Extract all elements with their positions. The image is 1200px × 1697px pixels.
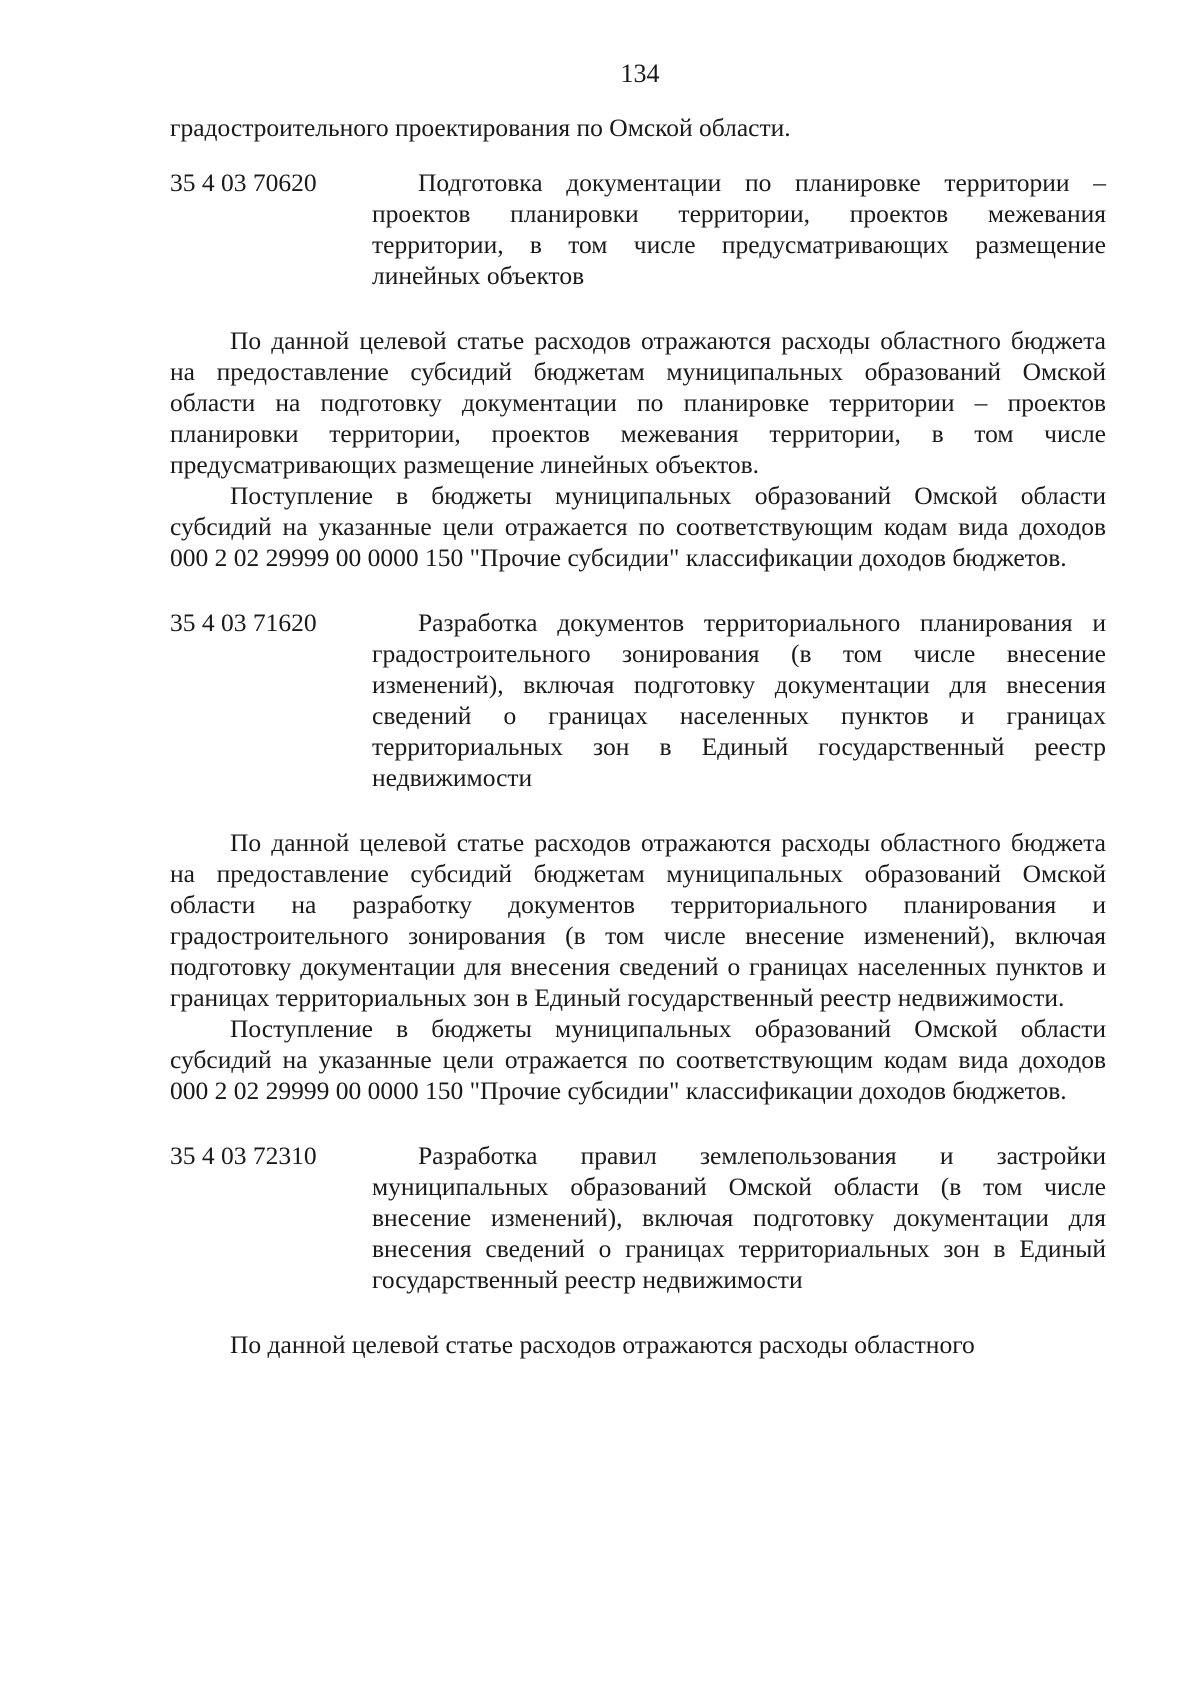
article-heading bbox=[170, 607, 1106, 793]
article-paragraph: По данной целевой статье расходов отражаются расходы областного бюджета на предоставление субсидий бюджетам муниципальных образований Омской области на разработку документов территориального планирования и градостроительного зонирования (в том числе внесение изменений), включая подготовку документации для внесения сведений о границах населенных пунктов и границах территориальных зон в Единый государственный реестр недвижимости. bbox=[170, 828, 1106, 1012]
article-paragraph: По данной целевой статье расходов отражаются расходы областного бюджета на предоставление субсидий бюджетам муниципальных образований Омской области на подготовку документации по планировке территории – проектов планировки территории, проектов межевания территории, в том числе предусматривающих размещение линейных объектов. bbox=[170, 326, 1106, 479]
article-code: 35 4 03 71620 bbox=[170, 608, 317, 637]
article-code: 35 4 03 70620 bbox=[170, 168, 317, 197]
article-title: Подготовка документации по планировке территории – проектов планировки территории, проектов межевания территории, в том числе предусматривающих размещение линейных объектов bbox=[372, 168, 1106, 290]
article-heading bbox=[170, 167, 1106, 291]
document-body bbox=[170, 112, 1106, 1360]
article-paragraph: По данной целевой статье расходов отражаются расходы областного bbox=[230, 1330, 975, 1359]
article-title: Разработка правил землепользования и застройки муниципальных образований Омской области (в том числе внесение изменений), включая подготовку документации для внесения сведений о границах территориальных зон в Единый государственный реестр недвижимости bbox=[372, 1141, 1106, 1294]
article-code: 35 4 03 72310 bbox=[170, 1141, 317, 1170]
lead-text: градостроительного проектирования по Омской области. bbox=[170, 113, 791, 142]
article-paragraph: Поступление в бюджеты муниципальных образований Омской области субсидий на указанные цели отражается по соответствующим кодам вида доходов 000 2 02 29999 00 0000 150 "Прочие субсидии" классификации доходов бюджетов. bbox=[170, 481, 1106, 572]
article-heading bbox=[170, 1140, 1106, 1295]
article-paragraph: Поступление в бюджеты муниципальных образований Омской области субсидий на указанные цели отражается по соответствующим кодам вида доходов 000 2 02 29999 00 0000 150 "Прочие субсидии" классификации доходов бюджетов. bbox=[170, 1014, 1106, 1105]
page-number: 134 bbox=[620, 59, 660, 88]
article-title: Разработка документов территориального планирования и градостроительного зонирования (в том числе внесение изменений), включая подготовку документации для внесения сведений о границах населенных пунктов и границах территориальных зон в Единый государственный реестр недвижимости bbox=[372, 608, 1106, 792]
